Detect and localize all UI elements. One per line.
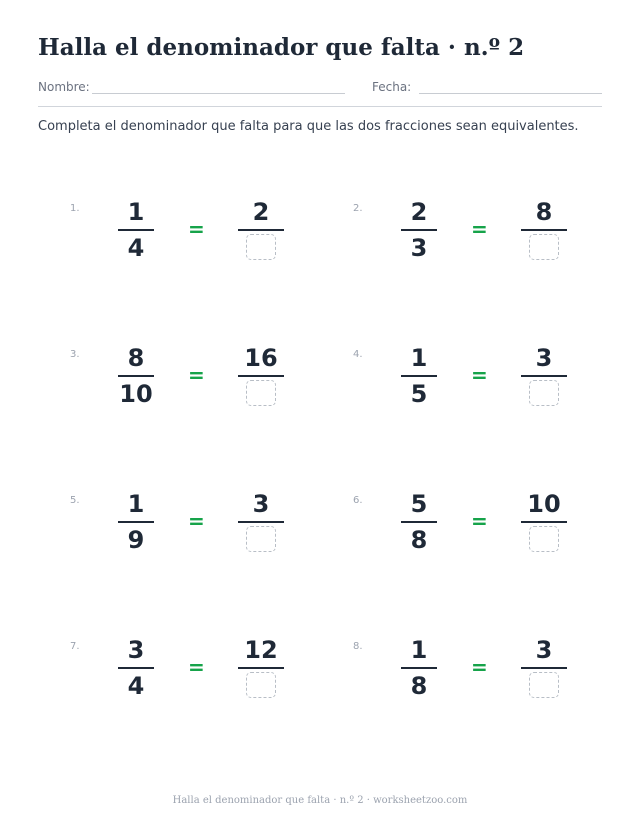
fraction-bar xyxy=(521,667,567,669)
worksheet-title: Halla el denominador que falta · n.º 2 xyxy=(38,34,525,61)
answer-box[interactable] xyxy=(529,380,559,406)
target-fraction xyxy=(521,635,567,698)
given-numerator: 1 xyxy=(127,490,145,518)
given-fraction xyxy=(118,343,154,409)
instructions: Completa el denominador que falta para que las dos fracciones sean equivalentes. xyxy=(38,119,579,134)
fraction-bar xyxy=(238,375,284,377)
equals-sign: = xyxy=(471,363,488,387)
answer-box[interactable] xyxy=(246,380,276,406)
target-numerator: 10 xyxy=(527,490,561,518)
equals-sign: = xyxy=(188,655,205,679)
equals-sign: = xyxy=(471,509,488,533)
fraction-bar xyxy=(238,667,284,669)
equals-sign: = xyxy=(471,655,488,679)
problem-number: 6. xyxy=(353,495,363,506)
given-denominator: 4 xyxy=(127,234,145,262)
target-fraction xyxy=(238,489,284,552)
fraction-bar xyxy=(118,521,154,523)
given-numerator: 2 xyxy=(410,198,428,226)
target-numerator: 3 xyxy=(535,636,553,664)
target-numerator: 3 xyxy=(535,344,553,372)
given-denominator: 4 xyxy=(127,672,145,700)
fraction-bar xyxy=(521,229,567,231)
given-denominator: 8 xyxy=(410,526,428,554)
given-fraction xyxy=(401,489,437,555)
answer-box[interactable] xyxy=(529,526,559,552)
fraction-bar xyxy=(401,375,437,377)
student-info-row xyxy=(38,80,602,98)
problem-number: 3. xyxy=(70,349,80,360)
given-numerator: 1 xyxy=(410,636,428,664)
name-label: Nombre: xyxy=(38,80,90,94)
equals-sign: = xyxy=(188,363,205,387)
problem-8 xyxy=(353,636,635,721)
problem-4 xyxy=(353,344,635,429)
given-denominator: 3 xyxy=(410,234,428,262)
answer-box[interactable] xyxy=(529,234,559,260)
target-fraction xyxy=(521,489,567,552)
equals-sign: = xyxy=(188,509,205,533)
target-fraction xyxy=(238,343,284,406)
fraction-bar xyxy=(238,521,284,523)
given-denominator: 9 xyxy=(127,526,145,554)
name-line[interactable] xyxy=(92,93,345,94)
given-fraction xyxy=(118,197,154,263)
date-line[interactable] xyxy=(419,93,602,94)
given-numerator: 1 xyxy=(127,198,145,226)
given-fraction xyxy=(401,635,437,701)
problem-number: 2. xyxy=(353,203,363,214)
answer-box[interactable] xyxy=(246,672,276,698)
given-fraction xyxy=(401,197,437,263)
problem-number: 4. xyxy=(353,349,363,360)
header-divider xyxy=(38,106,602,107)
target-fraction xyxy=(238,635,284,698)
page-footer: Halla el denominador que falta · n.º 2 · worksheetzoo.com xyxy=(172,795,468,806)
target-numerator: 8 xyxy=(535,198,553,226)
given-denominator: 5 xyxy=(410,380,428,408)
equals-sign: = xyxy=(471,217,488,241)
target-fraction xyxy=(521,343,567,406)
given-denominator: 10 xyxy=(119,380,153,408)
target-fraction xyxy=(238,197,284,260)
problem-3 xyxy=(70,344,352,429)
given-denominator: 8 xyxy=(410,672,428,700)
problem-5 xyxy=(70,490,352,575)
problem-7 xyxy=(70,636,352,721)
problem-1 xyxy=(70,198,352,283)
fraction-bar xyxy=(401,521,437,523)
answer-box[interactable] xyxy=(246,526,276,552)
given-numerator: 1 xyxy=(410,344,428,372)
target-numerator: 12 xyxy=(244,636,278,664)
fraction-bar xyxy=(118,229,154,231)
problem-number: 7. xyxy=(70,641,80,652)
target-numerator: 2 xyxy=(252,198,270,226)
problem-6 xyxy=(353,490,635,575)
fraction-bar xyxy=(521,375,567,377)
fraction-bar xyxy=(401,667,437,669)
given-numerator: 8 xyxy=(127,344,145,372)
target-fraction xyxy=(521,197,567,260)
fraction-bar xyxy=(521,521,567,523)
given-numerator: 3 xyxy=(127,636,145,664)
target-numerator: 3 xyxy=(252,490,270,518)
fraction-bar xyxy=(238,229,284,231)
fraction-bar xyxy=(401,229,437,231)
given-fraction xyxy=(118,635,154,701)
problem-number: 5. xyxy=(70,495,80,506)
given-fraction xyxy=(401,343,437,409)
problem-number: 1. xyxy=(70,203,80,214)
problem-number: 8. xyxy=(353,641,363,652)
given-numerator: 5 xyxy=(410,490,428,518)
answer-box[interactable] xyxy=(529,672,559,698)
date-label: Fecha: xyxy=(372,80,412,94)
equals-sign: = xyxy=(188,217,205,241)
problem-2 xyxy=(353,198,635,283)
given-fraction xyxy=(118,489,154,555)
answer-box[interactable] xyxy=(246,234,276,260)
fraction-bar xyxy=(118,667,154,669)
target-numerator: 16 xyxy=(244,344,278,372)
fraction-bar xyxy=(118,375,154,377)
